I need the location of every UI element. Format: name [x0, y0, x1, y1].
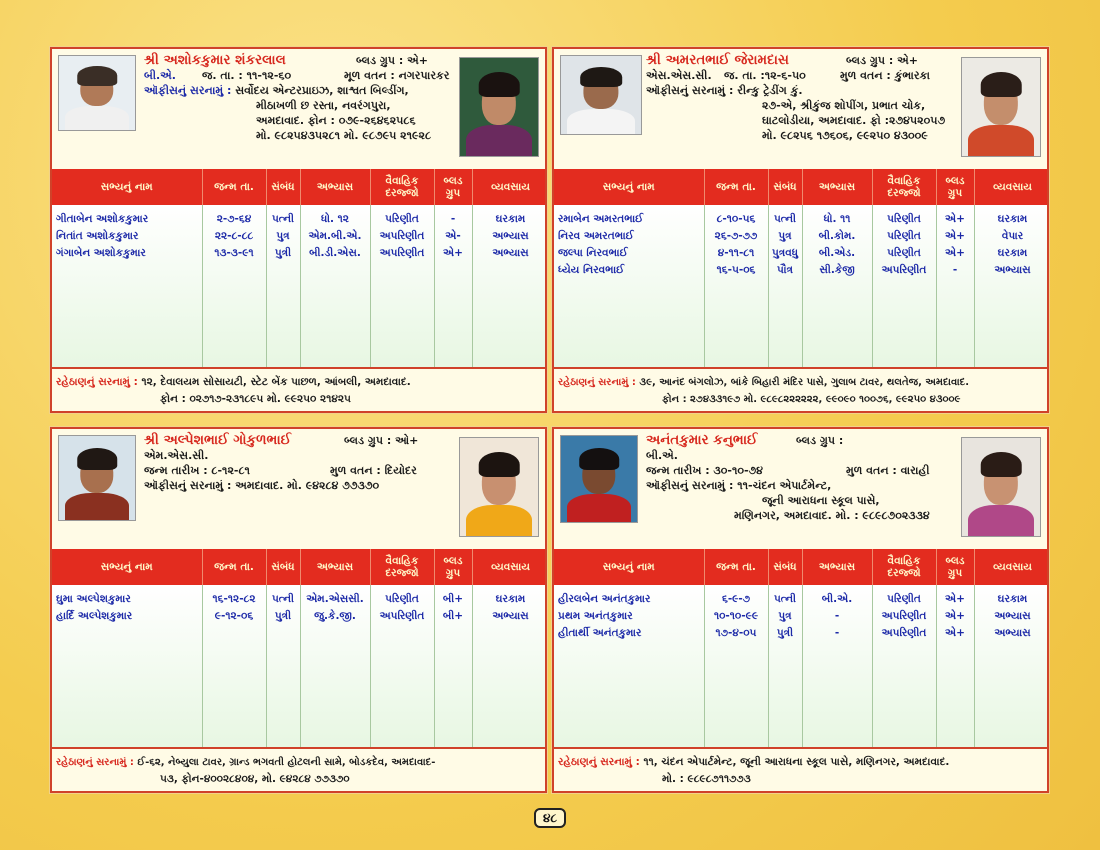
col-header: અભ્યાસ [300, 549, 370, 585]
col-header: બ્લડ ગ્રુપ [434, 549, 472, 585]
husband-photo [560, 435, 638, 523]
residence-line: ૧૨, દેવાલયમ સોસાયટી, સ્ટેટ બેંક પાછળ, આંબલી, અમદાવાદ. [141, 376, 411, 388]
member-occupation: ઘરકામ [495, 593, 526, 605]
member-study: - [834, 627, 840, 639]
member-marital: પરિણીત [385, 593, 419, 605]
office-line: રીન્કુ ટ્રેડીંગ કું. [737, 84, 803, 97]
member-name: હાર્દિ અલ્પેશકુમાર [56, 610, 133, 622]
member-relation: પત્ની [271, 213, 295, 225]
residence-address [52, 747, 545, 791]
member-occupation: ઘરકામ [997, 593, 1028, 605]
residence-line: ૧૧, ચંદન એપાર્ટમેન્ટ, જૂની આરાધના સ્કૂલ પાસે, મણિનગર, અમદાવાદ. [643, 756, 950, 768]
member-dob: ૪-૧૧-૮૧ [717, 247, 755, 259]
member-blood: એ+ [945, 610, 965, 622]
member-dob: ૧૩-૩-૯૧ [214, 247, 254, 259]
office-line: મો. ૯૮૨૫૬ ૧૭૬૦૬, ૯૯૨૫૦ ૪૩૦૦૯ [762, 129, 928, 142]
member-marital: અપરિણીત [881, 264, 927, 276]
col-header: વ્યવસાય [472, 169, 547, 205]
member-dob: ૮-૧૦-૫૬ [716, 213, 756, 225]
col-header: સભ્યનું નામ [52, 169, 202, 205]
member-blood: એ+ [443, 247, 463, 259]
member-name: જલ્પા નિરવભાઈ [558, 247, 628, 259]
card-header [52, 49, 545, 169]
col-header: વૈવાહિક દરજ્જો [872, 169, 936, 205]
office-label: ઑફીસનું સરનામું : [646, 84, 734, 97]
head-education: એમ.એસ.સી. [144, 449, 209, 462]
residence-address [52, 367, 545, 411]
member-relation: પૌત્ર [777, 264, 793, 276]
col-header: સભ્યનું નામ [554, 169, 704, 205]
head-native: મુળ વતન : દિયોદર [330, 464, 417, 477]
member-occupation: અભ્યાસ [492, 247, 529, 259]
member-study: ધો. ૧૨ [321, 213, 349, 225]
residence-address [554, 367, 1047, 411]
member-marital: પરિણીત [887, 230, 921, 242]
member-study: જુ.કે.જી. [314, 610, 356, 622]
member-blood: બી+ [442, 610, 464, 622]
office-line: અમદાવાદ. ફોન : ૦૭૯-૨૬૪૬૨૫૮૬ [256, 114, 416, 127]
member-dob: ૧૦-૧૦-૯૯ [713, 610, 759, 622]
member-name: રમાબેન અમરતભાઈ [558, 213, 644, 225]
office-line: મીઠાખળી છ રસ્તા, નવરંગપુરા, [256, 99, 391, 112]
col-header: જન્મ તા. [704, 549, 768, 585]
member-occupation: અભ્યાસ [492, 610, 529, 622]
col-header: બ્લડ ગ્રુપ [936, 169, 974, 205]
member-relation: પુત્ર [778, 610, 792, 622]
member-blood: એ+ [945, 247, 965, 259]
office-label: ઑફીસનું સરનામું : [144, 479, 232, 492]
col-header: સભ્યનું નામ [52, 549, 202, 585]
residence-line: ઈ-૬૨, નેબ્યુલા ટાવર, ગ્રાન્ડ ભગવતી હોટલની સામે, બોડકદેવ, અમદાવાદ- [137, 757, 436, 768]
head-blood-group: બ્લડ ગ્રુપ : એ+ [356, 54, 428, 67]
head-dob: જ. તા. :૧૨-૬-૫૦ [724, 69, 806, 82]
member-occupation: ઘરકામ [997, 213, 1028, 225]
head-education: બી.એ. [646, 449, 678, 462]
member-occupation: અભ્યાસ [994, 627, 1031, 639]
member-occupation: અભ્યાસ [994, 264, 1031, 276]
card-header [554, 49, 1047, 169]
col-header: વૈવાહિક દરજ્જો [370, 549, 434, 585]
member-name: ગીતાબેન અશોકકુમાર [56, 213, 149, 225]
residence-phone: મો. : ૯૮૯૮૭૧૧૭૭૩ [662, 773, 751, 785]
member-marital: અપરિણીત [379, 247, 425, 259]
office-line: મો. ૯૮૨૫૪૩૫૨૮૧ મો. ૯૮૭૯૫ ૨૧૯૨૮ [256, 129, 432, 142]
member-study: બી.ડી.એસ. [309, 247, 361, 259]
member-marital: પરિણીત [385, 213, 419, 225]
col-header: સંબંધ [266, 549, 300, 585]
member-relation: પત્ની [773, 593, 797, 605]
head-blood-group: બ્લડ ગ્રુપ : ઓ+ [344, 434, 419, 447]
residence-line: ૩૯, આનંદ બંગલોઝ, બાંકે બિહારી મંદિર પાસે, ગુલાબ ટાવર, થલતેજ, અમદાવાદ. [639, 377, 970, 388]
residence-label: રહેઠાણનું સરનામું : [56, 757, 134, 768]
col-header: જન્મ તા. [202, 549, 266, 585]
member-dob: ૨૬-૭-૭૭ [714, 230, 758, 242]
member-study: બી.કોમ. [818, 230, 856, 242]
col-header: અભ્યાસ [802, 169, 872, 205]
col-header: વ્યવસાય [974, 169, 1049, 205]
office-label: ઑફીસનું સરનામું : [144, 84, 232, 97]
member-marital: પરિણીત [887, 213, 921, 225]
head-dob: જ. તા. : ૧૧-૧૨-૬૦ [202, 69, 292, 82]
member-occupation: ઘરકામ [997, 247, 1028, 259]
member-study: બી.એ. [821, 593, 853, 605]
member-name: ઘુમા અલ્પેશકુમાર [56, 593, 131, 605]
col-header: વ્યવસાય [472, 549, 547, 585]
col-header: વૈવાહિક દરજ્જો [872, 549, 936, 585]
col-header: બ્લડ ગ્રુપ [936, 549, 974, 585]
member-marital: અપરિણીત [881, 610, 927, 622]
col-header: અભ્યાસ [300, 169, 370, 205]
member-blood: - [450, 213, 456, 225]
head-blood-group: બ્લડ ગ્રુપ : એ+ [846, 54, 918, 67]
member-blood: - [952, 264, 958, 276]
member-relation: પુત્રી [776, 627, 794, 639]
family-card-2 [552, 47, 1049, 413]
husband-photo [58, 435, 136, 521]
wife-photo [459, 57, 539, 157]
member-marital: અપરિણીત [881, 627, 927, 639]
col-header: જન્મ તા. [202, 169, 266, 205]
office-line: ૨૭-એ, શ્રીકુંજ શોપીંગ, પ્રભાત ચોક, [762, 99, 926, 112]
office-line: ઘાટલોડીયા, અમદાવાદ. ફો :૨૭૪૫૨૦૫૭ [762, 114, 946, 127]
member-marital: અપરિણીત [379, 610, 425, 622]
residence-phone: ફોન : ૨૭૪૩૩૧૯૭ મો. ૯૮૯૮૨૨૨૨૨૨, ૯૯૦૯૦ ૧૦૦૭૬, ૯૯૨૫૦ ૪૩૦૦૯ [662, 394, 961, 405]
card-header [554, 429, 1047, 549]
member-blood: એ- [445, 230, 461, 242]
member-blood: બી+ [442, 593, 464, 605]
member-study: એમ.બી.એ. [308, 230, 362, 242]
head-education: બી.એ. [144, 69, 176, 82]
col-header: વ્યવસાય [974, 549, 1049, 585]
head-dob: જન્મ તારીખ : ૮-૧૨-૮૧ [144, 464, 250, 477]
member-relation: પુત્રવધુ [771, 247, 799, 259]
member-study: એમ.એસસી. [306, 593, 364, 605]
member-occupation: અભ્યાસ [994, 610, 1031, 622]
member-name: નિતાંત અશોકકુમાર [56, 230, 139, 242]
husband-photo [560, 55, 642, 135]
residence-label: રહેઠાણનું સરનામું : [558, 756, 640, 768]
head-native: મુળ વતન : કુંભારકા [840, 69, 930, 82]
member-name: ધ્યેય નિરવભાઈ [558, 264, 625, 276]
office-line: મણિનગર, અમદાવાદ. મો. : ૯૮૯૮૭૦૨૩૩૪ [734, 509, 930, 522]
member-occupation: વેપાર [1001, 230, 1024, 242]
member-blood: એ+ [945, 213, 965, 225]
member-marital: પરિણીત [887, 247, 921, 259]
member-study: સી.કેજી [819, 264, 855, 276]
page-number: ૪૮ [534, 808, 566, 828]
residence-phone: ફોન : ૦૨૭૧૭-૨૩૧૮૯૫ મો. ૯૯૨૫૦ ૨૧૪૨૫ [160, 393, 351, 405]
card-header [52, 429, 545, 549]
member-dob: ૨૨-૮-૮૮ [214, 230, 254, 242]
col-header: વૈવાહિક દરજ્જો [370, 169, 434, 205]
member-dob: ૯-૧૨-૦૬ [214, 610, 254, 622]
head-native: મૂળ વતન : નગરપારકર [344, 69, 450, 82]
head-blood-group: બ્લડ ગ્રુપ : [796, 434, 844, 447]
member-relation: પત્ની [773, 213, 797, 225]
member-name: હીતાર્થી અનંતકુમાર [558, 627, 642, 639]
member-dob: ૧૬-૫-૦૬ [716, 264, 756, 276]
office-line: સર્વોદય એન્ટરપ્રાઇઝ, શાશ્વત બિલ્ડીંગ, [235, 84, 409, 97]
member-study: ધો. ૧૧ [823, 213, 851, 225]
col-header: સંબંધ [768, 169, 802, 205]
member-relation: પત્ની [271, 593, 295, 605]
member-name: હીરલબેન અનંતકુમાર [558, 593, 651, 605]
residence-address [554, 747, 1047, 791]
family-card-1 [50, 47, 547, 413]
wife-photo [961, 437, 1041, 537]
member-occupation: અભ્યાસ [492, 230, 529, 242]
member-name: નિરવ અમરતભાઈ [558, 230, 634, 242]
residence-phone: ૫૩, ફોન-૪૦૦૨૮૪૦૪, મો. ૯૪૨૮૪ ૭૭૩૭૦ [160, 773, 350, 785]
family-card-4 [552, 427, 1049, 793]
office-label: ઑફીસનું સરનામું : [646, 479, 734, 492]
member-relation: પુત્રી [274, 247, 292, 259]
member-occupation: ઘરકામ [495, 213, 526, 225]
member-marital: પરિણીત [887, 593, 921, 605]
member-name: ગંગાબેન અશોકકુમાર [56, 247, 146, 259]
member-relation: પુત્ર [276, 230, 290, 242]
member-blood: એ+ [945, 230, 965, 242]
head-name: શ્રી અશોકકુમાર શંકરલાલ [144, 52, 286, 68]
member-relation: પુત્રી [274, 610, 292, 622]
residence-label: રહેઠાણનું સરનામું : [56, 376, 138, 388]
member-dob: ૨-૭-૬૪ [216, 213, 252, 225]
family-card-3 [50, 427, 547, 793]
office-line: ૧૧-ચંદન એપાર્ટમેન્ટ, [737, 479, 832, 492]
husband-photo [58, 55, 136, 131]
col-header: બ્લડ ગ્રુપ [434, 169, 472, 205]
head-native: મુળ વતન : વારાહી [846, 464, 930, 477]
residence-label: રહેઠાણનું સરનામું : [558, 377, 636, 388]
col-header: સભ્યનું નામ [554, 549, 704, 585]
member-relation: પુત્ર [778, 230, 792, 242]
member-dob: ૬-૯-૭ [721, 593, 751, 605]
member-blood: એ+ [945, 627, 965, 639]
head-name: શ્રી અલ્પેશભાઈ ગોકુળભાઈ [144, 432, 292, 448]
head-name: અનંતકુમાર કનુભાઈ [646, 432, 758, 448]
member-blood: એ+ [945, 593, 965, 605]
member-dob: ૧૬-૧૨-૮૨ [212, 593, 256, 605]
member-study: - [834, 610, 840, 622]
member-dob: ૧૭-૪-૦૫ [715, 627, 757, 639]
head-dob: જન્મ તારીખ : ૩૦-૧૦-૭૪ [646, 464, 763, 477]
office-line: જૂની આરાધના સ્કૂલ પાસે, [762, 494, 880, 507]
head-name: શ્રી અમરતભાઈ જેરામદાસ [646, 52, 789, 68]
col-header: અભ્યાસ [802, 549, 872, 585]
wife-photo [459, 437, 539, 537]
head-education: એસ.એસ.સી. [646, 69, 712, 82]
member-name: પ્રથમ અનંતકુમાર [558, 610, 633, 622]
col-header: જન્મ તા. [704, 169, 768, 205]
member-study: બી.એડ. [818, 247, 856, 259]
col-header: સંબંધ [768, 549, 802, 585]
member-marital: અપરિણીત [379, 230, 425, 242]
wife-photo [961, 57, 1041, 157]
office-line: અમદાવાદ. મો. ૯૪૨૮૪ ૭૭૩૭૦ [235, 479, 380, 492]
col-header: સંબંધ [266, 169, 300, 205]
